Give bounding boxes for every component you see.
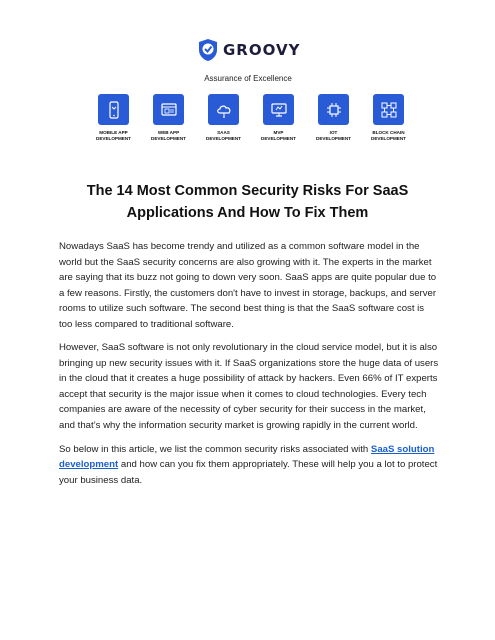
service-label: BLOCK CHAIN DEVELOPMENT	[371, 130, 406, 141]
groovy-logo-icon	[196, 38, 220, 62]
tagline: Assurance of Excellence	[204, 74, 292, 83]
paragraph-security: However, SaaS software is not only revolutionary in the cloud service model, but it is also bringing up new security issues with it. If SaaS organizations store the huge data of users in the cloud that it creates a huge possibility of attack by hackers. Even 66% of IT experts accept that security is the major issue when it comes to cloud technologies. Every tech companies are aware of the necessity of cyber security for their success in the market, and that’s why the information security market is growing rapidly in the current world.	[59, 342, 439, 432]
brand-logo	[196, 38, 300, 62]
iot-icon	[325, 101, 343, 119]
service-iot	[306, 94, 361, 142]
article-body	[59, 239, 439, 496]
paragraph-intro: Nowadays SaaS has become trendy and utilized as a common software model in the world but the SaaS security concerns are also growing with it. The experts in the market are saying that its buzz not going to down very soon. SaaS apps are quite popular due to a few reasons. Firstly, the customers don't have to invest in storage, backups, and server rooms to utilize such software. The second best thing is that the SaaS software cost is too less compared to traditional software.	[59, 241, 437, 330]
mobile-app-icon	[105, 101, 123, 119]
service-label: MOBILE APP DEVELOPMENT	[96, 130, 131, 141]
service-web-app	[141, 94, 196, 142]
saas-solution-development-link[interactable]: SaaS solution development	[59, 443, 435, 471]
service-label: IOT DEVELOPMENT	[316, 130, 351, 141]
title-line-1: The 14 Most Common Security Risks For SaaS	[86, 183, 409, 199]
hero-banner	[78, 30, 418, 165]
services-row	[86, 94, 416, 142]
blockchain-icon	[380, 101, 398, 119]
service-label: MVP DEVELOPMENT	[261, 130, 296, 141]
service-label: WEB APP DEVELOPMENT	[151, 130, 186, 141]
service-saas	[196, 94, 251, 142]
paragraph-summary	[59, 442, 439, 489]
brand-name: GROOVY	[223, 41, 301, 59]
paragraph-summary-tail: and how can you fix them appropriately. These will help you a lot to protect your business data.	[59, 459, 438, 486]
mvp-icon	[270, 101, 288, 119]
title-line-2: Applications And How To Fix Them	[126, 205, 369, 221]
service-mvp	[251, 94, 306, 142]
service-mobile-app	[86, 94, 141, 142]
article-title	[40, 180, 455, 224]
service-blockchain	[361, 94, 416, 142]
service-label: SAAS DEVELOPMENT	[206, 130, 241, 141]
paragraph-summary-text: So below in this article, we list the common security risks associated with	[59, 443, 371, 455]
web-app-icon	[160, 101, 178, 119]
saas-icon	[215, 101, 233, 119]
